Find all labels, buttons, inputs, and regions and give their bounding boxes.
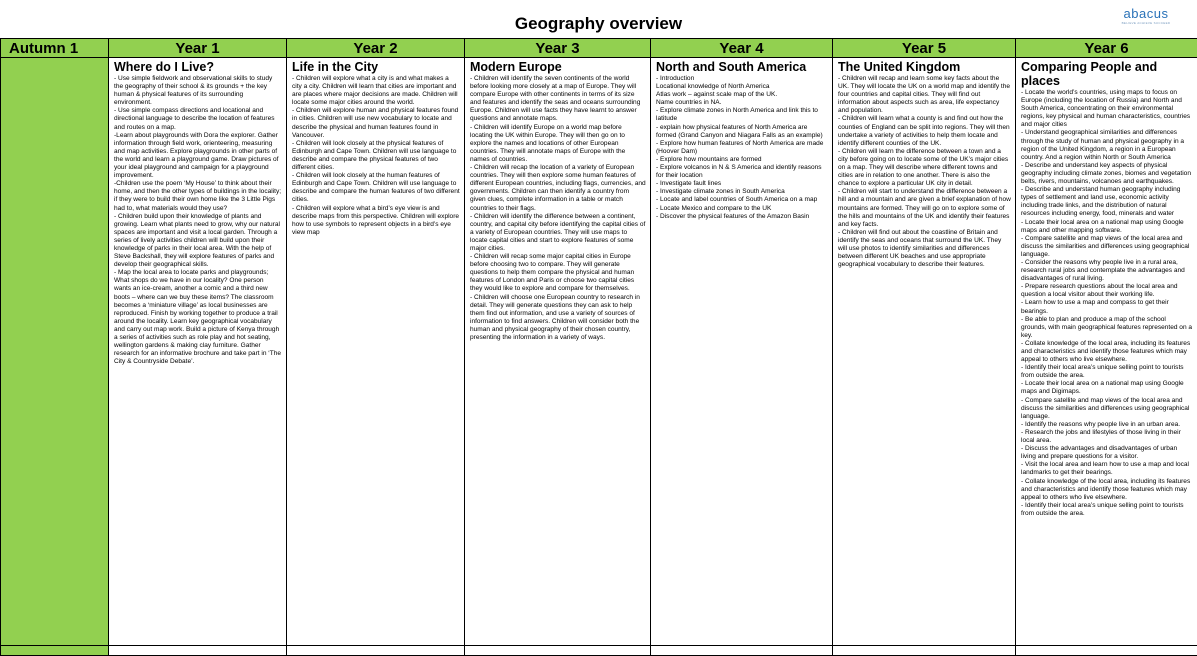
geography-overview-table — [0, 38, 1197, 656]
year-header: Year 1 — [109, 39, 287, 58]
year-header: Year 2 — [287, 39, 465, 58]
unit-title: The United Kingdom — [838, 60, 961, 74]
empty-cell — [465, 646, 651, 656]
unit-title: Modern Europe — [470, 60, 562, 74]
term-cell — [1, 646, 109, 656]
unit-description: - Children will identify the seven continents of the world before looking more closely at a map of Europe. They will compare Europe with other continents in terms of its size and features and identify the seas and oceans surrounding Europe. Children will use facts they have learnt to answer questions and annotate maps. - Children will identify Europe on a world map before locating the UK within Europe. They will then go on to explore the names and locations of other European countries. They will annotate maps of Europe with the names of countries. - Children will recap the location of a variety of European countries. They will then explore some human features of different European countries, including flags, currencies, and governments. Children can then identify a country from given clues, complete information in a table or match countries to their flags. - Children will identify the difference between a continent, country, and capital city before identifying the capital cities of a variety of European countries. They will use maps to locate capital cities and start to explore features of some major cities. - Children will recap some major capital cities in Europe before choosing two to compare. They will generate questions to help them compare the physical and human features of London and Paris or choose two capital cities they would like to explore and compare for themselves. - Children will choose one European country to research in detail. They will generate questions they can ask to help them find out information, and use a variety of sources of information to find answers. Children will consider both the human and physical geography of their chosen country, presenting the information in a variety of ways. — [470, 75, 646, 341]
unit-title: Where do I Live? — [114, 60, 215, 74]
empty-cell — [651, 646, 833, 656]
table-row — [1, 646, 1197, 656]
title-bar — [0, 0, 1197, 38]
unit-description: - Introduction Locational knowledge of North America Atlas work – against scale map of the UK. Name countries in NA. - Explore climate zones in North America and link this to latitude - explain how physical features of North America are formed (Grand Canyon and Niagara Falls as an example) - Explore how human features of North America are made (Hoover Dam) - Explore how mountains are formed - Explore volcanos in N & S America and identify reasons for their location - Investigate fault lines - Investigate climate zones in South America - Locate and label countries of South America on a map - Locate Mexico and compare to the UK - Discover the physical features of the Amazon Basin — [656, 75, 824, 220]
unit-description: - Children will recap and learn some key facts about the UK. They will locate the UK on a world map and identify the four countries and capital cities. They will find out information about aspects such as area, life expectancy and population. - Children will learn what a county is and find out how the counties of England can be split into regions. They will then undertake a variety of activities to help them locate and identify different counties of the UK. - Children will learn the difference between a town and a city before going on to locate some of the UK’s major cities on a map. They will describe where different towns and cities are in relation to one another. There is also the chance to explore a particular UK city in detail. - Children will start to understand the difference between a hill and a mountain and are given a brief explanation of how mountains are formed. They will go on to explore some of the hills and mountains of the UK and identify their features and key facts. - Children will find out about the coastline of Britain and identify the seas and oceans that surround the UK. They will use photos to identify similarities and differences between different UK beaches and use appropriate geographical vocabulary to describe their features. — [838, 75, 1011, 269]
year-header: Year 5 — [833, 39, 1016, 58]
abacus-logo — [1111, 7, 1181, 26]
logo-tagline: BELIEVE ACHIEVE SUCCEED — [1121, 21, 1171, 25]
unit-description: - Locate the world’s countries, using maps to focus on Europe (including the location of Russia) and North and South America, concentrating on their environmental regions, key physical and human characteristics, countries and major cities - Understand geographical similarities and differences through the study of human and physical geography in a region of the United Kingdom, a region in a European country. And a region within North or South America - Describe and understand key aspects of physical geography including climate zones, biomes and vegetation belts, rivers, mountains, volcanoes and earthquakes. - Describe and understand human geography including types of settlement and land use, economic activity including trade links, and the distribution of natural resources including energy, food, minerals and water - Locate their local area on a national map using Google maps and other mapping software. - Compare satellite and map views of the local area and discuss the similarities and differences using geographical language. - Consider the reasons why people live in a rural area, research rural jobs and contemplate the advantages and disadvantages of rural living. - Prepare research questions about the local area and question a local visitor about their working life. - Learn how to use a map and compass to get their bearings. - Be able to plan and produce a map of the school grounds, with main geographical features represented on a key. - Collate knowledge of the local area, including its features and characteristics and identify those features which may appeal to others who live elsewhere. - Identify their local area’s unique selling point to tourists from outside the area. - Locate their local area on a national map using Google maps and Digimaps. - Compare satellite and map views of the local area and discuss the similarities and differences using geographical language. - Identify the reasons why people live in an urban area. - Research the jobs and lifestyles of those living in their local area. - Discuss the advantages and disadvantages of urban living and prepare questions for a visitor. - Visit the local area and learn how to use a map and local landmarks to get their bearings. - Collate knowledge of the local area, including its features and characteristics and identify those features which may appeal to others who live elsewhere. - Identify their local area’s unique selling point to tourists from outside the area. — [1021, 89, 1193, 517]
year-header: Year 6 — [1016, 39, 1197, 58]
term-header: Autumn 1 — [1, 39, 109, 58]
year-6-cell — [1016, 58, 1197, 646]
empty-cell — [1016, 646, 1197, 656]
unit-title: North and South America — [656, 60, 807, 74]
unit-description: - Children will explore what a city is and what makes a city a city. Children will learn that cities are important and are places where major decisions are made. Children will locate some major cities around the world. - Children will explore human and physical features found in cities. Children will use new vocabulary to locate and describe the physical and human features found in Vancouver. - Children will look closely at the physical features of Edinburgh and Cape Town. Children will use language to describe and compare the physical features of two different cities. - Children will look closely at the human features of Edinburgh and Cape Town. Children will use language to describe and compare the human features of two different cities. - Children will explore what a bird’s eye view is and describe maps from this perspective. Children will explore how to use symbols to represent objects in a bird’s eye view map — [292, 75, 460, 236]
header-row — [1, 39, 1197, 58]
unit-title: Life in the City — [292, 60, 379, 74]
page-title: Geography overview — [514, 14, 683, 33]
year-2-cell — [287, 58, 465, 646]
year-1-cell — [109, 58, 287, 646]
year-header: Year 4 — [651, 39, 833, 58]
unit-title: Comparing People and places — [1021, 60, 1158, 88]
unit-description: - Use simple fieldwork and observational skills to study the geography of their school & its grounds + the key human & physical features of its surrounding environment. - Use simple compass directions and locational and directional language to describe the location of features and routes on a map. -Learn about playgrounds with Dora the explorer. Gather information through field work, orienteering, measuring and map activities. Explore playgrounds in other parts of the world and learn a playground game. Draw pictures of your ideal playground and campaign for a playground improvement. -Children use the poem ‘My House’ to think about their home, and then the other types of buildings in the locality; if they were to build their own home like the 3 Little Pigs had to, what materials would they use? - Children build upon their knowledge of plants and growing. Learn what plants need to grow, why our natural spaces are important and visit a local garden. Through a series of lively activities children will build upon their knowledge of parks in their local area. With the help of Steve Backshall, they will explore features of parks and develop their geographical skills. - Map the local area to locate parks and playgrounds; What shops do we have in our locality? One person wants an ice-cream, another a comic and a third new boots – where can we buy these items? The classroom becomes a ‘miniature village’ as local businesses are reproduced. Finish by working together to produce a trail around the locality. Learn key geographical vocabulary and carry out map work. Build a picture of Kenya through a series of activities such as role play and hot seating, wellington gardens & making clay furniture. Gather research for an informative brochure and take part in ‘The City & Countryside Debate’. — [114, 75, 282, 366]
logo-name: abacus — [1123, 6, 1169, 21]
table-row — [1, 58, 1197, 646]
empty-cell — [833, 646, 1016, 656]
year-4-cell — [651, 58, 833, 646]
empty-cell — [287, 646, 465, 656]
year-3-cell — [465, 58, 651, 646]
year-header: Year 3 — [465, 39, 651, 58]
year-5-cell — [833, 58, 1016, 646]
term-cell — [1, 58, 109, 646]
empty-cell — [109, 646, 287, 656]
